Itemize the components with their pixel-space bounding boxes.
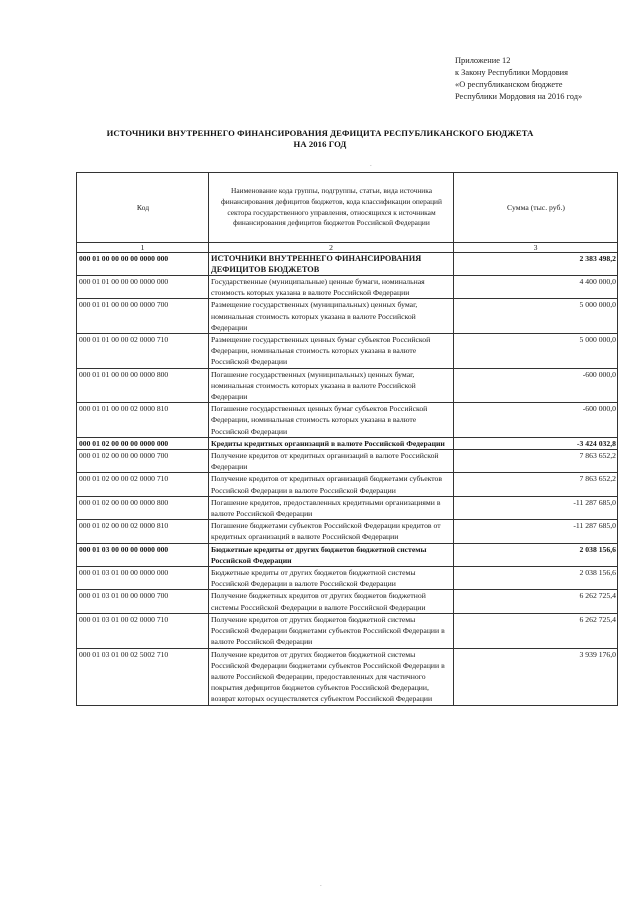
table-row — [77, 543, 618, 566]
annex-line: Республики Мордовия на 2016 год» — [455, 92, 583, 101]
column-number: 1 — [77, 243, 209, 253]
annex-line: «О республиканском бюджете — [455, 80, 563, 89]
row-name: Получение бюджетных кредитов от других бюджетов бюджетной системы Российской Федерации в валюте Российской Федерации — [209, 590, 454, 613]
column-number-row — [77, 243, 618, 253]
row-code: 000 01 02 00 00 00 0000 000 — [77, 437, 209, 449]
header-amount: Сумма (тыс. руб.) — [454, 173, 618, 243]
title-line-1: ИСТОЧНИКИ ВНУТРЕННЕГО ФИНАНСИРОВАНИЯ ДЕФИЦИТА РЕСПУБЛИКАНСКОГО БЮДЖЕТА — [106, 128, 534, 138]
row-amount: -11 287 685,0 — [454, 520, 618, 543]
annex-line: Приложение 12 — [455, 56, 511, 65]
table-row — [77, 613, 618, 648]
title-line-2: НА 2016 ГОД — [293, 139, 347, 149]
row-code: 000 01 02 00 00 02 0000 710 — [77, 473, 209, 496]
row-name: Размещение государственных (муниципальных) ценных бумаг, номинальная стоимость которых указана в валюте Российской Федерации — [209, 299, 454, 334]
table-row — [77, 567, 618, 590]
document-title — [60, 128, 580, 150]
table-header-row — [77, 173, 618, 243]
column-number: 2 — [209, 243, 454, 253]
row-amount: 4 400 000,0 — [454, 276, 618, 299]
row-code: 000 01 03 01 00 00 0000 700 — [77, 590, 209, 613]
row-amount: 6 262 725,4 — [454, 590, 618, 613]
row-code: 000 01 03 00 00 00 0000 000 — [77, 543, 209, 566]
row-code: 000 01 00 00 00 00 0000 000 — [77, 253, 209, 276]
row-code: 000 01 01 00 00 02 0000 810 — [77, 403, 209, 438]
scan-mark: . — [370, 160, 372, 168]
row-name: Погашение бюджетами субъектов Российской Федерации кредитов от кредитных организаций в валюте Российской Федерации — [209, 520, 454, 543]
table-row — [77, 334, 618, 369]
row-amount: 2 038 156,6 — [454, 567, 618, 590]
row-name: Государственные (муниципальные) ценные бумаги, номинальная стоимость которых указана в валюте Российской Федерации — [209, 276, 454, 299]
header-code: Код — [77, 173, 209, 243]
row-name: Погашение государственных ценных бумаг субъектов Российской Федерации, номинальная стоимость которых указана в валюте Российской Федерации — [209, 403, 454, 438]
column-number: 3 — [454, 243, 618, 253]
table-row — [77, 520, 618, 543]
table-row — [77, 496, 618, 519]
table-row — [77, 590, 618, 613]
table-row — [77, 473, 618, 496]
row-amount: -600 000,0 — [454, 368, 618, 403]
row-name: Размещение государственных ценных бумаг субъектов Российской Федерации, номинальная стоимость которых указана в валюте Российской Федерации — [209, 334, 454, 369]
row-name: Бюджетные кредиты от других бюджетов бюджетной системы Российской Федерации в валюте Российской Федерации — [209, 567, 454, 590]
row-name: ИСТОЧНИКИ ВНУТРЕННЕГО ФИНАНСИРОВАНИЯ ДЕФИЦИТОВ БЮДЖЕТОВ — [209, 253, 454, 276]
row-code: 000 01 02 00 00 02 0000 810 — [77, 520, 209, 543]
row-code: 000 01 03 01 00 00 0000 000 — [77, 567, 209, 590]
table-row — [77, 276, 618, 299]
row-amount: 6 262 725,4 — [454, 613, 618, 648]
row-amount: -11 287 685,0 — [454, 496, 618, 519]
row-code: 000 01 03 01 00 02 0000 710 — [77, 613, 209, 648]
row-name: Получение кредитов от кредитных организаций в валюте Российской Федерации — [209, 450, 454, 473]
sources-table — [76, 172, 618, 706]
row-code: 000 01 03 01 00 02 5002 710 — [77, 648, 209, 705]
annex-line: к Закону Республики Мордовия — [455, 68, 569, 77]
table-row — [77, 299, 618, 334]
row-code: 000 01 01 00 00 00 0000 700 — [77, 299, 209, 334]
row-code: 000 01 01 00 00 00 0000 000 — [77, 276, 209, 299]
row-code: 000 01 02 00 00 00 0000 800 — [77, 496, 209, 519]
table-row — [77, 450, 618, 473]
row-amount: 2 383 498,2 — [454, 253, 618, 276]
row-code: 000 01 02 00 00 00 0000 700 — [77, 450, 209, 473]
row-name: Кредиты кредитных организаций в валюте Российской Федерации — [209, 437, 454, 449]
row-name: Получение кредитов от кредитных организаций бюджетами субъектов Российской Федерации в валюте Российской Федерации — [209, 473, 454, 496]
row-amount: -3 424 032,8 — [454, 437, 618, 449]
table-row — [77, 437, 618, 449]
row-name: Погашение государственных (муниципальных) ценных бумаг, номинальная стоимость которых указана в валюте Российской Федерации — [209, 368, 454, 403]
table-row — [77, 368, 618, 403]
header-name: Наименование кода группы, подгруппы, статьи, вида источника финансирования дефицитов бюджетов, кода классификации операций сектора государственного управления, относящихся к источникам финансирования дефицитов бюджетов Российской Федерации — [209, 173, 454, 243]
row-name: Бюджетные кредиты от других бюджетов бюджетной системы Российской Федерации — [209, 543, 454, 566]
row-amount: -600 000,0 — [454, 403, 618, 438]
table-row — [77, 403, 618, 438]
scan-mark: . — [320, 880, 322, 888]
row-amount: 7 863 652,2 — [454, 473, 618, 496]
row-amount: 7 863 652,2 — [454, 450, 618, 473]
row-amount: 2 038 156,6 — [454, 543, 618, 566]
row-amount: 3 939 176,0 — [454, 648, 618, 705]
row-name: Погашение кредитов, предоставленных кредитными организациями в валюте Российской Федерации — [209, 496, 454, 519]
row-code: 000 01 01 00 00 00 0000 800 — [77, 368, 209, 403]
row-name: Получение кредитов от других бюджетов бюджетной системы Российской Федерации бюджетами субъектов Российской Федерации в валюте Российской Федерации — [209, 613, 454, 648]
row-amount: 5 000 000,0 — [454, 334, 618, 369]
row-amount: 5 000 000,0 — [454, 299, 618, 334]
table-row — [77, 253, 618, 276]
row-name: Получение кредитов от других бюджетов бюджетной системы Российской Федерации бюджетами субъектов Российской Федерации в валюте Российской Федерации, предоставленных для частичного покрытия дефицитов бюджетов субъектов Российской Федерации, возврат которых осуществляется субъектом Российской Федерации — [209, 648, 454, 705]
annex-reference — [455, 55, 635, 103]
table-row — [77, 648, 618, 705]
row-code: 000 01 01 00 00 02 0000 710 — [77, 334, 209, 369]
